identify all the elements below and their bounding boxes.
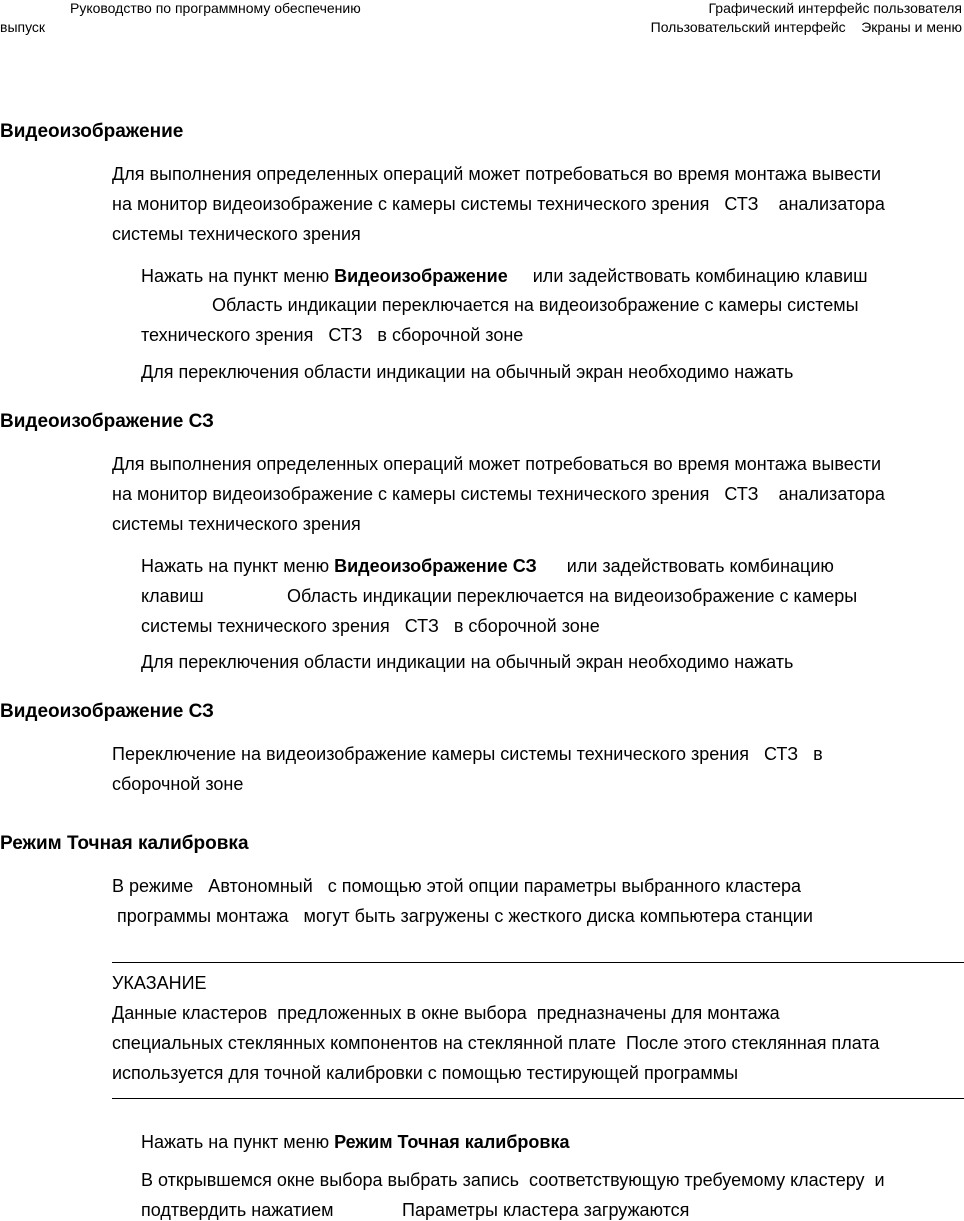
note-title: УКАЗАНИЕ: [112, 973, 207, 993]
note-divider-top: [112, 962, 964, 963]
step-text: или задействовать комбинацию: [536, 556, 834, 576]
step-line: Для переключения области индикации на обычный экран необходимо нажать: [141, 362, 794, 382]
section-heading: Режим Точная калибровка: [0, 833, 249, 854]
paragraph-line: системы технического зрения: [112, 224, 361, 244]
note-line: используется для точной калибровки с помощью тестирующей программы: [112, 1063, 739, 1083]
section-heading: Видеоизображение: [0, 121, 184, 142]
step-line: Для переключения области индикации на обычный экран необходимо нажать: [141, 652, 794, 672]
paragraph-line: на монитор видеоизображение с камеры системы технического зрения СТЗ анализатора: [112, 484, 885, 504]
step-line: клавиш: [141, 586, 204, 606]
step-text: Нажать на пункт меню: [141, 1132, 335, 1152]
header-doc-title: Руководство по программному обеспечению: [70, 0, 361, 16]
paragraph-line: В режиме Автономный с помощью этой опции параметры выбранного кластера: [112, 876, 802, 896]
step-line: В открывшемся окне выбора выбрать запись соответствующую требуемому кластеру и: [141, 1170, 885, 1190]
note-line: Данные кластеров предложенных в окне выбора предназначены для монтажа: [112, 1003, 780, 1023]
paragraph-line: Переключение на видеоизображение камеры системы технического зрения СТЗ в: [112, 744, 823, 764]
step-line: [141, 265, 868, 287]
step-line: [141, 1131, 570, 1153]
step-line: [141, 555, 834, 577]
menu-item-ref: Видеоизображение: [334, 266, 508, 286]
step-line: системы технического зрения СТЗ в сборочной зоне: [141, 616, 600, 636]
step-line: подтвердить нажатием: [141, 1200, 334, 1220]
header-section: Пользовательский интерфейс Экраны и меню: [650, 19, 962, 35]
paragraph-line: Для выполнения определенных операций может потребоваться во время монтажа вывести: [112, 454, 881, 474]
paragraph-line: сборочной зоне: [112, 774, 244, 794]
note-line: специальных стеклянных компонентов на стеклянной плате После этого стеклянная плата: [112, 1033, 880, 1053]
paragraph-line: программы монтажа могут быть загружены с жесткого диска компьютера станции: [112, 906, 813, 926]
section-heading: Видеоизображение СЗ: [0, 411, 214, 432]
step-line: Параметры кластера загружаются: [402, 1200, 690, 1220]
section-heading: Видеоизображение СЗ: [0, 701, 214, 722]
step-line: Область индикации переключается на видеоизображение с камеры: [287, 586, 858, 606]
step-text: Нажать на пункт меню: [141, 556, 335, 576]
header-chapter: Графический интерфейс пользователя: [708, 0, 962, 16]
note-divider-bottom: [112, 1098, 964, 1099]
paragraph-line: Для выполнения определенных операций может потребоваться во время монтажа вывести: [112, 164, 881, 184]
menu-item-ref: Режим Точная калибровка: [334, 1132, 570, 1152]
step-line: Область индикации переключается на видеоизображение с камеры системы: [212, 295, 859, 315]
menu-item-ref: Видеоизображение СЗ: [334, 556, 537, 576]
step-line: технического зрения СТЗ в сборочной зоне: [141, 325, 524, 345]
step-text: Нажать на пункт меню: [141, 266, 335, 286]
step-text: или задействовать комбинацию клавиш: [507, 266, 868, 286]
paragraph-line: на монитор видеоизображение с камеры системы технического зрения СТЗ анализатора: [112, 194, 885, 214]
header-edition: выпуск: [0, 19, 46, 35]
paragraph-line: системы технического зрения: [112, 514, 361, 534]
